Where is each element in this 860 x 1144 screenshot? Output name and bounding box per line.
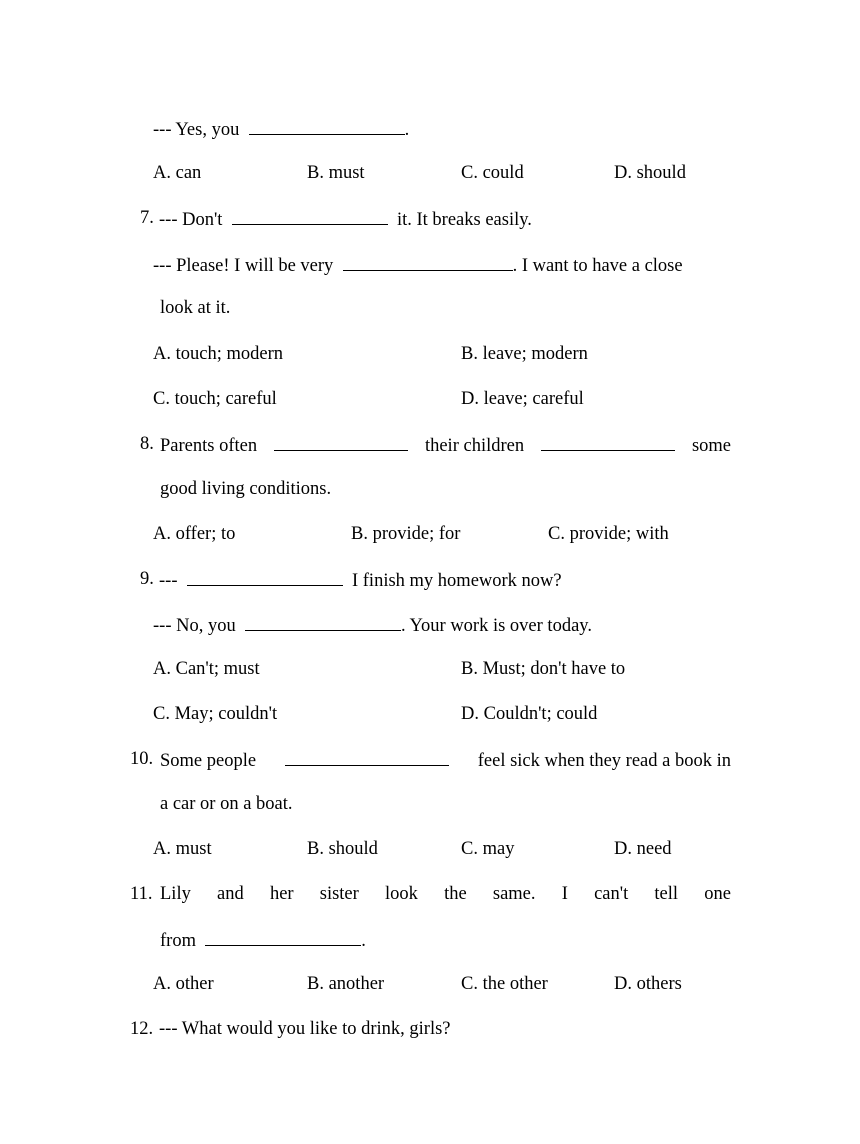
q11-word: look [385, 884, 418, 904]
q11-word: and [217, 884, 244, 904]
q8-option-a: A. offer; to [153, 524, 236, 544]
q8-blank-2 [541, 433, 675, 451]
q11-word: same. [492, 884, 536, 904]
q8-option-b: B. provide; for [351, 524, 461, 544]
q11-number: 11. [130, 884, 153, 904]
q6-answer-suffix: . [404, 120, 410, 140]
q8-line1-part3: some [691, 436, 731, 456]
q11-word: the [444, 884, 467, 904]
q9-line2-prefix: --- No, you [153, 616, 236, 636]
q11-word: her [269, 884, 294, 904]
q7-line1-suffix: it. It breaks easily. [396, 210, 532, 230]
q7-option-b: B. leave; modern [461, 344, 588, 364]
q11-line2-prefix: from [160, 931, 196, 951]
q10-line1 [160, 748, 731, 772]
q8-blank-1 [274, 433, 408, 451]
q11-option-c: C. the other [461, 974, 548, 994]
q8-line1 [160, 433, 731, 457]
q10-option-c: C. may [461, 839, 515, 859]
q7-option-a: A. touch; modern [153, 344, 283, 364]
q10-option-b: B. should [307, 839, 378, 859]
q8-line1-part1: Parents often [160, 436, 258, 456]
q12-line1: --- What would you like to drink, girls? [159, 1019, 451, 1039]
q9-line1-prefix: --- [159, 571, 178, 591]
q11-option-b: B. another [307, 974, 385, 994]
q7-blank-1 [232, 207, 388, 225]
q7-line3: look at it. [160, 298, 231, 318]
q7-line2-prefix: --- Please! I will be very [153, 256, 334, 276]
q7-option-d: D. leave; careful [461, 389, 584, 409]
q9-line2 [153, 613, 592, 637]
q7-line2 [153, 253, 683, 277]
q6-option-d: D. should [614, 163, 686, 183]
q7-option-c: C. touch; careful [153, 389, 277, 409]
q11-line2 [160, 928, 366, 952]
q9-line2-suffix: . Your work is over today. [400, 616, 592, 636]
q11-word: sister [319, 884, 359, 904]
q10-option-a: A. must [153, 839, 212, 859]
q10-option-d: D. need [614, 839, 672, 859]
q6-option-b: B. must [307, 163, 365, 183]
q9-blank-2 [245, 613, 401, 631]
q11-word: one [704, 884, 731, 904]
q7-number: 7. [140, 208, 154, 228]
q8-number: 8. [140, 434, 154, 454]
q11-word: can't [594, 884, 629, 904]
q12-number: 12. [130, 1019, 154, 1039]
q10-blank [285, 748, 449, 766]
q6-answer-line [153, 117, 409, 141]
q7-blank-2 [343, 253, 513, 271]
q10-line1-suffix: feel sick when they read a book in [477, 751, 731, 771]
q7-line1 [159, 207, 532, 231]
q6-option-c: C. could [461, 163, 524, 183]
q11-blank [205, 928, 361, 946]
q9-option-c: C. May; couldn't [153, 704, 278, 724]
q11-word: I [561, 884, 568, 904]
q11-word: Lily [160, 884, 191, 904]
q6-blank [249, 117, 405, 135]
q11-option-d: D. others [614, 974, 682, 994]
q8-line2: good living conditions. [160, 479, 332, 499]
q9-option-a: A. Can't; must [153, 659, 260, 679]
q7-line1-prefix: --- Don't [159, 210, 223, 230]
q9-line1 [159, 568, 562, 592]
q9-blank-1 [187, 568, 343, 586]
q10-number: 10. [130, 749, 154, 769]
q8-line1-part2: their children [424, 436, 525, 456]
q9-option-d: D. Couldn't; could [461, 704, 598, 724]
q11-line2-suffix: . [361, 931, 366, 951]
q7-line2-suffix: . I want to have a close [512, 256, 683, 276]
q6-answer-prefix: --- Yes, you [153, 120, 240, 140]
q6-option-a: A. can [153, 163, 202, 183]
q9-number: 9. [140, 569, 154, 589]
q11-word: tell [654, 884, 679, 904]
q9-line1-suffix: I finish my homework now? [351, 571, 562, 591]
q9-option-b: B. Must; don't have to [461, 659, 626, 679]
q11-option-a: A. other [153, 974, 214, 994]
q8-option-c: C. provide; with [548, 524, 669, 544]
q10-line2: a car or on a boat. [160, 794, 293, 814]
q10-line1-prefix: Some people [160, 751, 257, 771]
q11-line1 [160, 883, 731, 905]
